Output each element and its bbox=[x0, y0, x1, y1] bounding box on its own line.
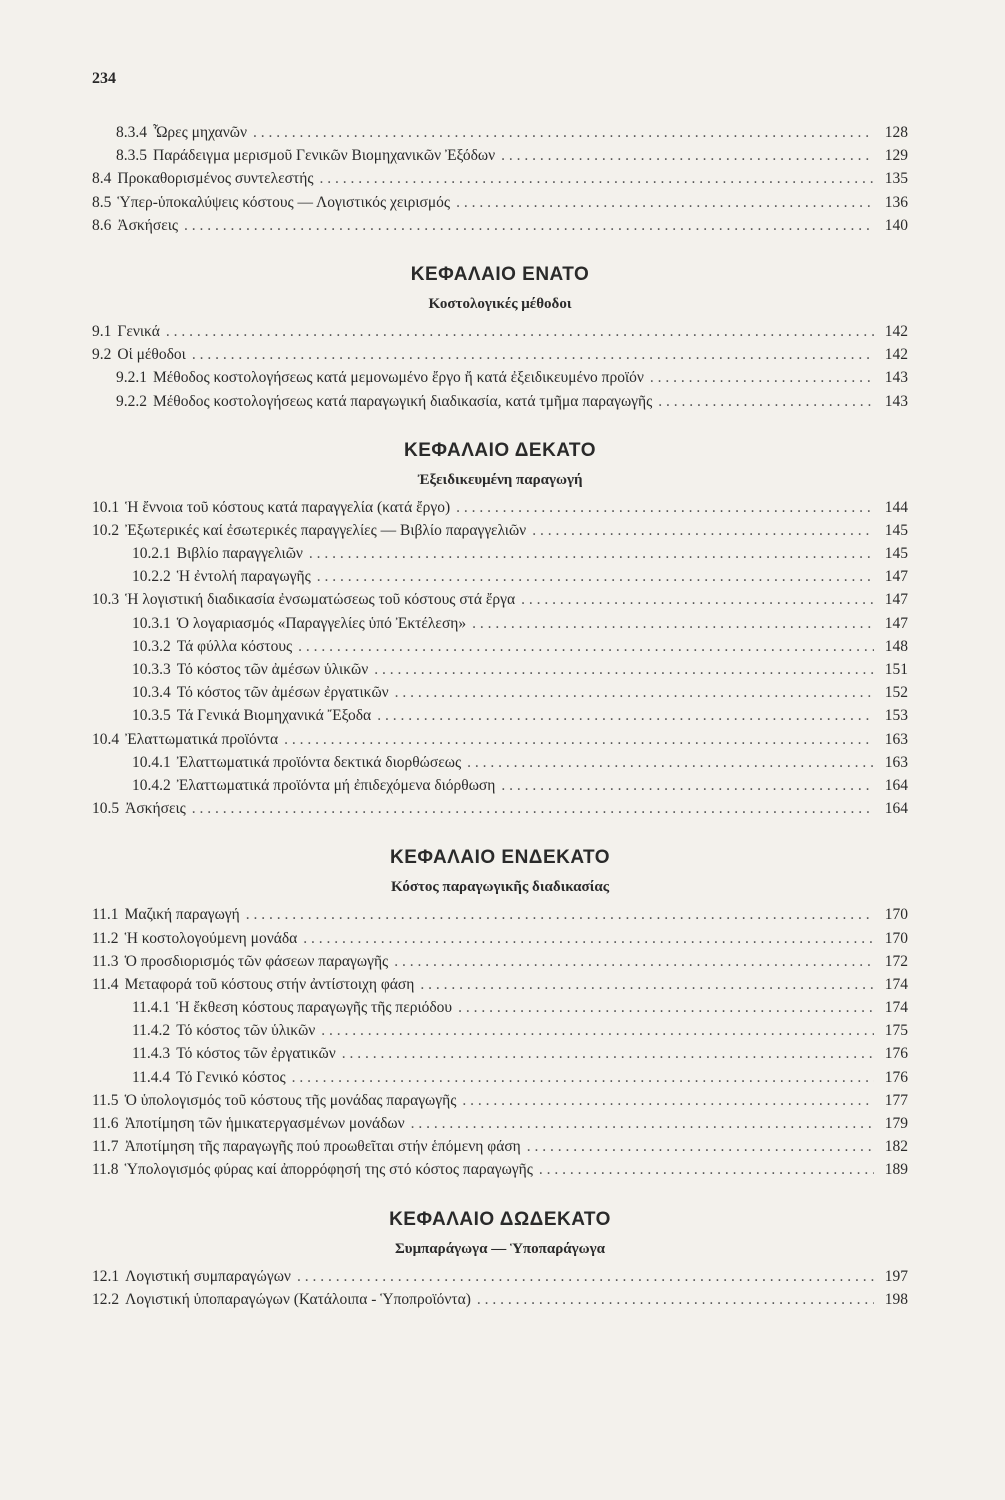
dot-leader bbox=[284, 731, 874, 749]
toc-entry-title: Μέθοδος κοστολογήσεως κατά παραγωγική διαδικασία, κατά τμῆμα παραγωγῆς bbox=[153, 392, 653, 410]
toc-entry-number: 10.3.2 bbox=[132, 637, 171, 655]
toc-entry bbox=[92, 170, 908, 193]
table-of-contents bbox=[92, 124, 908, 1314]
toc-entry-number: 10.3.3 bbox=[132, 661, 171, 678]
toc-entry-number: 11.6 bbox=[92, 1115, 119, 1132]
toc-entry bbox=[92, 684, 908, 707]
toc-entry bbox=[92, 754, 908, 777]
toc-entry-number: 8.5 bbox=[92, 193, 112, 211]
toc-entry bbox=[92, 147, 908, 170]
chapter-subtitle: Συμπαράγωγα — Ὑποπαράγωγα bbox=[394, 1240, 606, 1257]
dot-leader bbox=[394, 953, 874, 971]
toc-entry bbox=[92, 393, 908, 416]
toc-entry-page: 143 bbox=[884, 369, 908, 387]
dot-leader bbox=[374, 661, 874, 679]
dot-leader bbox=[462, 1092, 874, 1110]
chapter-subtitle: Ἐξειδικευμένη παραγωγή bbox=[417, 471, 583, 488]
toc-entry bbox=[92, 953, 908, 976]
toc-entry-title: Ὧρες μηχανῶν bbox=[153, 124, 247, 141]
chapter-heading: ΚΕΦΑΛΑΙΟ ΕΝΔΕΚΑΤΟ bbox=[389, 847, 611, 869]
toc-entry-title: Λογιστική ὑποπαραγώγων (Κατάλοιπα - Ὑποπροϊόντα) bbox=[125, 1290, 471, 1308]
dot-leader bbox=[342, 1045, 874, 1063]
toc-entry-title: Τό κόστος τῶν ἀμέσων ἐργατικῶν bbox=[176, 684, 389, 702]
dot-leader bbox=[527, 1138, 874, 1156]
dot-leader bbox=[297, 1268, 874, 1286]
toc-entry-title: Λογιστική συμπαραγώγων bbox=[125, 1267, 291, 1285]
toc-entry-page: 129 bbox=[884, 147, 908, 165]
toc-entry-page: 142 bbox=[884, 322, 908, 340]
toc-entry-page: 147 bbox=[884, 591, 908, 609]
toc-entry-number: 11.5 bbox=[92, 1091, 119, 1109]
toc-entry-title: Ἐξωτερικές καί ἐσωτερικές παραγγελίες — Βιβλίο παραγγελιῶν bbox=[125, 521, 527, 539]
dot-leader bbox=[377, 707, 874, 725]
toc-entry bbox=[92, 1022, 908, 1045]
toc-entry-page: 170 bbox=[884, 929, 908, 947]
toc-entry-page: 144 bbox=[884, 498, 908, 516]
toc-entry-page: 147 bbox=[884, 568, 908, 586]
toc-entry-title: Γενικά bbox=[117, 322, 160, 340]
dot-leader bbox=[192, 800, 874, 818]
toc-entry bbox=[92, 1092, 908, 1115]
toc-entry-number: 11.8 bbox=[92, 1161, 119, 1179]
toc-entry-number: 9.2.1 bbox=[116, 369, 147, 387]
toc-entry bbox=[92, 1045, 908, 1068]
toc-entry-page: 140 bbox=[884, 216, 908, 234]
dot-leader bbox=[303, 930, 874, 948]
toc-entry-number: 8.3.5 bbox=[116, 147, 147, 165]
toc-entry-number: 10.4.2 bbox=[132, 776, 171, 794]
toc-entry-number: 11.4.1 bbox=[132, 999, 171, 1017]
toc-entry bbox=[92, 1268, 908, 1291]
chapter-heading: ΚΕΦΑΛΑΙΟ ΕΝΑΤΟ bbox=[410, 263, 590, 285]
toc-entry-title: Παράδειγμα μερισμοῦ Γενικῶν Βιομηχανικῶν Ἐξόδων bbox=[153, 147, 496, 165]
toc-entry-number: 10.5 bbox=[92, 800, 120, 818]
toc-entry-page: 128 bbox=[884, 124, 908, 141]
dot-leader bbox=[467, 754, 874, 772]
toc-entry-number: 11.4.3 bbox=[132, 1045, 171, 1063]
toc-entry-page: 176 bbox=[884, 1068, 908, 1086]
toc-entry bbox=[92, 568, 908, 591]
toc-entry bbox=[92, 591, 908, 614]
toc-entry-number: 11.3 bbox=[92, 952, 119, 970]
toc-entry-number: 10.3.4 bbox=[132, 684, 171, 702]
toc-entry-title: Ὁ λογαριασμός «Παραγγελίες ὑπό Ἐκτέλεση» bbox=[176, 614, 467, 632]
toc-entry-page: 182 bbox=[884, 1138, 908, 1156]
toc-entry-page: 175 bbox=[884, 1022, 908, 1040]
toc-entry-number: 11.2 bbox=[92, 929, 119, 947]
chapter-subtitle: Κόστος παραγωγικῆς διαδικασίας bbox=[390, 879, 610, 896]
toc-entry-page: 145 bbox=[884, 545, 908, 563]
dot-leader bbox=[411, 1115, 874, 1133]
dot-leader bbox=[477, 1291, 874, 1309]
toc-entry-page: 147 bbox=[884, 614, 908, 632]
toc-entry-number: 8.3.4 bbox=[116, 124, 147, 141]
dot-leader bbox=[472, 615, 874, 633]
toc-entry-number: 10.2.2 bbox=[132, 568, 171, 586]
toc-entry-page: 198 bbox=[884, 1290, 908, 1308]
toc-entry-title: Τό Γενικό κόστος bbox=[176, 1068, 286, 1086]
toc-entry-number: 8.4 bbox=[92, 170, 112, 188]
chapter-subtitle: Κοστολογικές μέθοδοι bbox=[428, 295, 572, 312]
toc-entry-page: 174 bbox=[884, 999, 908, 1017]
toc-entry-number: 9.1 bbox=[92, 322, 112, 340]
dot-leader bbox=[420, 976, 874, 994]
toc-entry-number: 10.4 bbox=[92, 730, 120, 748]
toc-entry-title: Ἡ ἐντολή παραγωγῆς bbox=[176, 568, 311, 586]
dot-leader bbox=[650, 369, 874, 387]
toc-entry-page: 153 bbox=[884, 707, 908, 725]
toc-entry bbox=[92, 1115, 908, 1138]
toc-entry bbox=[92, 731, 908, 754]
toc-entry-title: Τό κόστος τῶν ἐργατικῶν bbox=[176, 1045, 336, 1063]
toc-entry bbox=[92, 217, 908, 240]
page-number: 234 bbox=[92, 70, 116, 87]
toc-entry-title: Ὁ προσδιορισμός τῶν φάσεων παραγωγῆς bbox=[124, 952, 389, 970]
toc-entry-number: 9.2 bbox=[92, 346, 112, 364]
toc-entry-number: 12.1 bbox=[92, 1267, 120, 1285]
toc-entry-title: Προκαθορισμένος συντελεστής bbox=[117, 170, 314, 188]
toc-entry-title: Μέθοδος κοστολογήσεως κατά μεμονωμένο ἔργο ἤ κατά ἐξειδικευμένο προϊόν bbox=[153, 369, 644, 387]
toc-entry-number: 11.7 bbox=[92, 1138, 119, 1156]
toc-entry-page: 163 bbox=[884, 753, 908, 771]
chapter-heading: ΚΕΦΑΛΑΙΟ ΔΩΔΕΚΑΤΟ bbox=[389, 1208, 611, 1230]
dot-leader bbox=[320, 170, 874, 188]
toc-entry bbox=[92, 661, 908, 684]
toc-entry-number: 10.4.1 bbox=[132, 753, 171, 771]
toc-entry-title: Ἀσκήσεις bbox=[125, 800, 186, 818]
toc-entry-page: 135 bbox=[884, 170, 908, 188]
toc-entry-number: 9.2.2 bbox=[116, 392, 147, 410]
toc-entry-title: Τά φύλλα κόστους bbox=[176, 637, 293, 655]
toc-entry-page: 142 bbox=[884, 346, 908, 364]
toc-entry-title: Μεταφορά τοῦ κόστους στήν ἀντίστοιχη φάση bbox=[124, 975, 415, 993]
toc-entry-page: 143 bbox=[884, 392, 908, 410]
toc-entry bbox=[92, 777, 908, 800]
toc-entry bbox=[92, 1138, 908, 1161]
toc-entry bbox=[92, 1161, 908, 1184]
toc-entry-title: Τό κόστος τῶν ὑλικῶν bbox=[176, 1022, 316, 1040]
toc-entry-title: Ἀποτίμηση τῶν ἡμικατεργασμένων μονάδων bbox=[124, 1115, 405, 1132]
toc-entry-page: 136 bbox=[884, 193, 908, 211]
dot-leader bbox=[292, 1069, 874, 1087]
toc-entry-page: 152 bbox=[884, 684, 908, 702]
toc-entry-number: 10.1 bbox=[92, 498, 120, 516]
toc-entry bbox=[92, 369, 908, 392]
toc-entry-title: Ἡ ἔκθεση κόστους παραγωγῆς τῆς περιόδου bbox=[176, 999, 453, 1017]
toc-entry-page: 189 bbox=[884, 1161, 908, 1179]
toc-entry-number: 12.2 bbox=[92, 1290, 120, 1308]
toc-entry-number: 8.6 bbox=[92, 216, 112, 234]
toc-entry-page: 170 bbox=[884, 906, 908, 924]
toc-entry-number: 10.2 bbox=[92, 521, 120, 539]
toc-entry-title: Ἐλαττωματικά προϊόντα bbox=[125, 730, 279, 748]
dot-leader bbox=[395, 684, 874, 702]
toc-entry-title: Ἀσκήσεις bbox=[117, 216, 179, 234]
dot-leader bbox=[658, 393, 874, 411]
toc-entry bbox=[92, 522, 908, 545]
toc-entry bbox=[92, 930, 908, 953]
toc-entry-page: 179 bbox=[884, 1115, 908, 1132]
toc-entry-title: Ἀποτίμηση τῆς παραγωγῆς πού προωθεῖται στήν ἑπόμενη φάση bbox=[124, 1138, 521, 1156]
toc-entry bbox=[92, 346, 908, 369]
toc-entry bbox=[92, 545, 908, 568]
toc-entry-page: 172 bbox=[884, 952, 908, 970]
toc-entry-page: 164 bbox=[884, 776, 908, 794]
toc-entry-number: 11.4 bbox=[92, 975, 119, 993]
dot-leader bbox=[184, 217, 874, 235]
dot-leader bbox=[321, 1022, 874, 1040]
dot-leader bbox=[521, 591, 874, 609]
toc-entry-title: Ἐλαττωματικά προϊόντα μή ἐπιδεχόμενα διόρθωση bbox=[176, 776, 496, 794]
toc-entry bbox=[92, 194, 908, 217]
toc-entry-page: 151 bbox=[884, 661, 908, 678]
toc-entry bbox=[92, 615, 908, 638]
dot-leader bbox=[458, 999, 874, 1017]
dot-leader bbox=[456, 194, 874, 212]
toc-entry-page: 148 bbox=[884, 637, 908, 655]
toc-entry-page: 177 bbox=[884, 1091, 908, 1109]
toc-entry-number: 11.1 bbox=[92, 906, 119, 924]
toc-entry bbox=[92, 323, 908, 346]
dot-leader bbox=[246, 906, 874, 924]
toc-entry-title: Ὑπερ-ὑποκαλύψεις κόστους — Λογιστικός χειρισμός bbox=[117, 193, 451, 211]
toc-entry-number: 11.4.2 bbox=[132, 1022, 171, 1040]
toc-entry-title: Ὑπολογισμός φύρας καί ἀπορρόφησή της στό κόστος παραγωγῆς bbox=[124, 1161, 533, 1179]
toc-entry bbox=[92, 976, 908, 999]
toc-entry-page: 145 bbox=[884, 521, 908, 539]
toc-entry-number: 10.2.1 bbox=[132, 545, 171, 563]
dot-leader bbox=[501, 147, 874, 165]
dot-leader bbox=[309, 545, 874, 563]
chapter-heading: ΚΕΦΑΛΑΙΟ ΔΕΚΑΤΟ bbox=[404, 439, 596, 461]
dot-leader bbox=[501, 777, 874, 795]
toc-entry-page: 174 bbox=[884, 975, 908, 993]
toc-entry-title: Τό κόστος τῶν ἀμέσων ὑλικῶν bbox=[176, 661, 369, 678]
toc-entry-number: 11.4.4 bbox=[132, 1068, 171, 1086]
dot-leader bbox=[539, 1161, 874, 1179]
toc-entry-page: 197 bbox=[884, 1267, 908, 1285]
dot-leader bbox=[317, 568, 874, 586]
toc-entry bbox=[92, 1291, 908, 1314]
toc-entry-page: 176 bbox=[884, 1045, 908, 1063]
toc-entry-title: Ἐλαττωματικά προϊόντα δεκτικά διορθώσεως bbox=[176, 753, 462, 771]
toc-entry-number: 10.3.5 bbox=[132, 707, 171, 725]
toc-entry-title: Ἡ λογιστική διαδικασία ἐνσωματώσεως τοῦ κόστους στά ἔργα bbox=[125, 591, 516, 609]
toc-entry bbox=[92, 499, 908, 522]
dot-leader bbox=[253, 124, 874, 142]
toc-entry bbox=[92, 707, 908, 730]
toc-entry-title: Τά Γενικά Βιομηχανικά Ἔξοδα bbox=[176, 707, 372, 725]
toc-entry-number: 10.3.1 bbox=[132, 614, 171, 632]
toc-entry-title: Ὁ ὑπολογισμός τοῦ κόστους τῆς μονάδας παραγωγῆς bbox=[124, 1091, 457, 1109]
dot-leader bbox=[456, 499, 874, 517]
toc-entry bbox=[92, 906, 908, 929]
toc-entry bbox=[92, 999, 908, 1022]
toc-entry-title: Ἡ ἔννοια τοῦ κόστους κατά παραγγελία (κατά ἔργο) bbox=[125, 498, 451, 516]
toc-entry bbox=[92, 1069, 908, 1092]
toc-entry-page: 164 bbox=[884, 800, 908, 818]
toc-entry-title: Ἡ κοστολογούμενη μονάδα bbox=[124, 929, 298, 947]
toc-entry bbox=[92, 124, 908, 147]
toc-entry bbox=[92, 638, 908, 661]
dot-leader bbox=[532, 522, 874, 540]
toc-entry-title: Βιβλίο παραγγελιῶν bbox=[176, 545, 303, 563]
toc-entry-title: Μαζική παραγωγή bbox=[124, 906, 240, 924]
toc-entry bbox=[92, 800, 908, 823]
toc-entry-number: 10.3 bbox=[92, 591, 120, 609]
toc-entry-page: 163 bbox=[884, 730, 908, 748]
dot-leader bbox=[166, 323, 874, 341]
dot-leader bbox=[192, 346, 874, 364]
dot-leader bbox=[298, 638, 874, 656]
toc-entry-title: Οἱ μέθοδοι bbox=[117, 346, 186, 364]
